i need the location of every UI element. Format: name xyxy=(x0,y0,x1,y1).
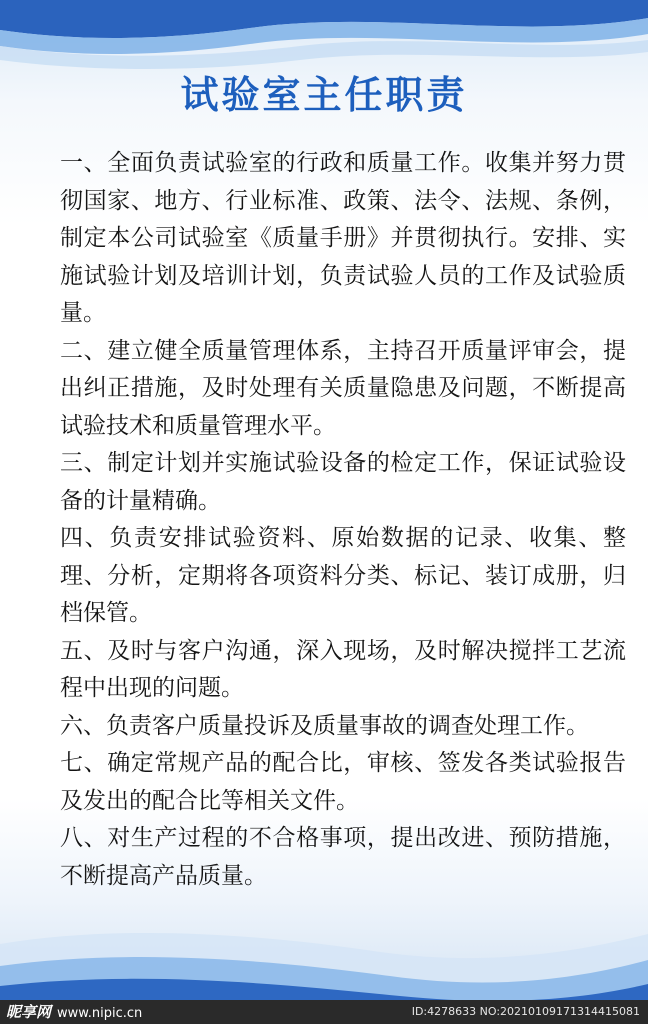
duty-item-1: 一、全面负责试验室的行政和质量工作。收集并努力贯彻国家、地方、行业标准、政策、法令、法规、条例，制定本公司试验室《质量手册》并贯彻执行。安排、实施试验计划及培训计划，负责试验人员的工作及试验质量。 xyxy=(60,150,626,326)
site-logo xyxy=(6,1002,142,1022)
duty-item-5: 五、及时与客户沟通，深入现场，及时解决搅拌工艺流程中出现的问题。 xyxy=(60,637,626,701)
site-url: www.nipic.cn xyxy=(57,1006,143,1021)
duty-item-7: 七、确定常规产品的配合比，审核、签发各类试验报告及发出的配合比等相关文件。 xyxy=(60,750,626,814)
duty-item-6: 六、负责客户质量投诉及质量事故的调查处理工作。 xyxy=(60,712,589,739)
duty-item-8: 八、对生产过程的不合格事项，提出改进、预防措施，不断提高产品质量。 xyxy=(60,825,626,889)
logo-text: 昵享网 xyxy=(6,1003,52,1021)
duty-list xyxy=(60,145,626,895)
page-title: 试验室主任职责 xyxy=(180,73,468,117)
watermark-bar xyxy=(0,1000,648,1024)
duty-item-3: 三、制定计划并实施试验设备的检定工作，保证试验设备的计量精确。 xyxy=(60,450,626,514)
image-id-text: ID:4278633 NO:20210109171314415081 xyxy=(411,1005,640,1018)
duty-item-4: 四、负责安排试验资料、原始数据的记录、收集、整理、分析，定期将各项资料分类、标记、装订成册，归档保管。 xyxy=(60,525,626,626)
duty-item-2: 二、建立健全质量管理体系，主持召开质量评审会，提出纠正措施，及时处理有关质量隐患及问题，不断提高试验技术和质量管理水平。 xyxy=(60,337,626,439)
